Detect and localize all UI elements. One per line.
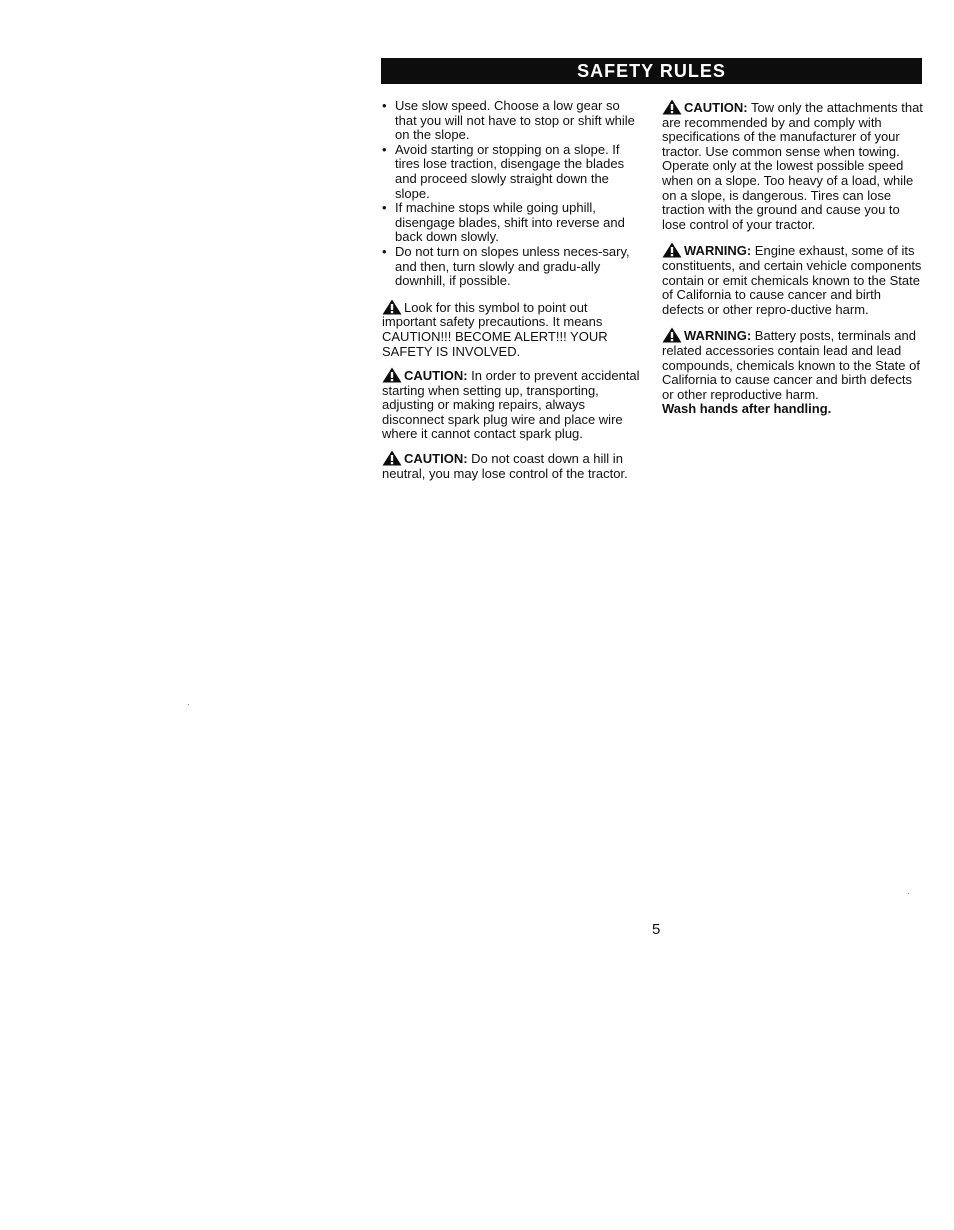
warning-label: WARNING: (684, 243, 752, 259)
warning-triangle-icon (382, 450, 402, 466)
caution-coast-notice (382, 450, 644, 481)
caution-text: Tow only the attachments that are recommended by and comply with specifications of the manufacturer of your tractor. Use common sense when towing. Operate only at the lowest possible speed when on a slope. Too heavy of a load, while on a slope, is dangerous. Tires can lose traction with the ground and cause you to lose control of your tractor. (662, 100, 923, 232)
warning-text: Engine exhaust, some of its constituents, and certain vehicle components contain or emit chemicals known to the State of California to cause cancer and birth defects or other repro-ductive harm. (662, 243, 922, 317)
list-item (382, 201, 644, 245)
right-column (662, 99, 924, 417)
scan-speck (188, 704, 189, 705)
section-title: SAFETY RULES (577, 61, 726, 81)
bullet-text: Do not turn on slopes unless neces-sary, and then, turn slowly and gradu-ally downhill, if possible. (395, 243, 630, 289)
warning-triangle-icon (662, 242, 682, 258)
warning-triangle-icon (382, 367, 402, 383)
caution-text: Do not coast down a hill in neutral, you may lose control of the tractor. (382, 451, 628, 481)
list-item (382, 99, 644, 143)
section-header-bar (381, 58, 922, 84)
bullet-dot: • (382, 200, 387, 216)
scan-speck (908, 893, 909, 894)
list-item (382, 245, 644, 289)
list-item (382, 143, 644, 201)
caution-label: CAUTION: (404, 368, 468, 384)
caution-label: CAUTION: (404, 451, 468, 467)
bullet-text: Avoid starting or stopping on a slope. If tires lose traction, disengage the blades and proceed slowly straight down the slope. (395, 141, 625, 201)
bullet-dot: • (382, 98, 387, 113)
warning-triangle-icon (662, 327, 682, 343)
caution-towing-notice (662, 99, 924, 232)
caution-label: CAUTION: (684, 100, 748, 115)
bullet-text: If machine stops while going uphill, disengage blades, shift into reverse and back down slowly. (395, 200, 625, 245)
bullet-text: Use slow speed. Choose a low gear so that you will not have to stop or shift while on the slope. (395, 98, 635, 143)
warning-battery-notice (662, 327, 924, 417)
left-column (382, 99, 644, 481)
warning-text: Battery posts, terminals and related accessories contain lead and lead compounds, chemicals known to the State of California to cause cancer and birth defects or other reproductive harm. (662, 328, 920, 402)
warning-label: WARNING: (684, 328, 752, 344)
warning-exhaust-notice (662, 242, 924, 317)
page-number: 5 (652, 921, 661, 938)
caution-text: In order to prevent accidental starting when setting up, transporting, adjusting or making repairs, always disconnect spark plug wire and place wire where it cannot contact spark plug. (382, 368, 640, 442)
warning-triangle-icon (382, 299, 402, 315)
slope-bullet-list (382, 99, 644, 289)
bullet-dot: • (382, 243, 387, 259)
bullet-dot: • (382, 141, 387, 157)
symbol-explanation (382, 299, 644, 359)
wash-hands-emphasis: Wash hands after handling. (662, 401, 832, 417)
symbol-explanation-text: Look for this symbol to point out important safety precautions. It means CAUTION!!! BECOME ALERT!!! YOUR SAFETY IS INVOLVED. (382, 299, 608, 359)
caution-setup-notice (382, 367, 644, 442)
warning-triangle-icon (662, 99, 682, 115)
